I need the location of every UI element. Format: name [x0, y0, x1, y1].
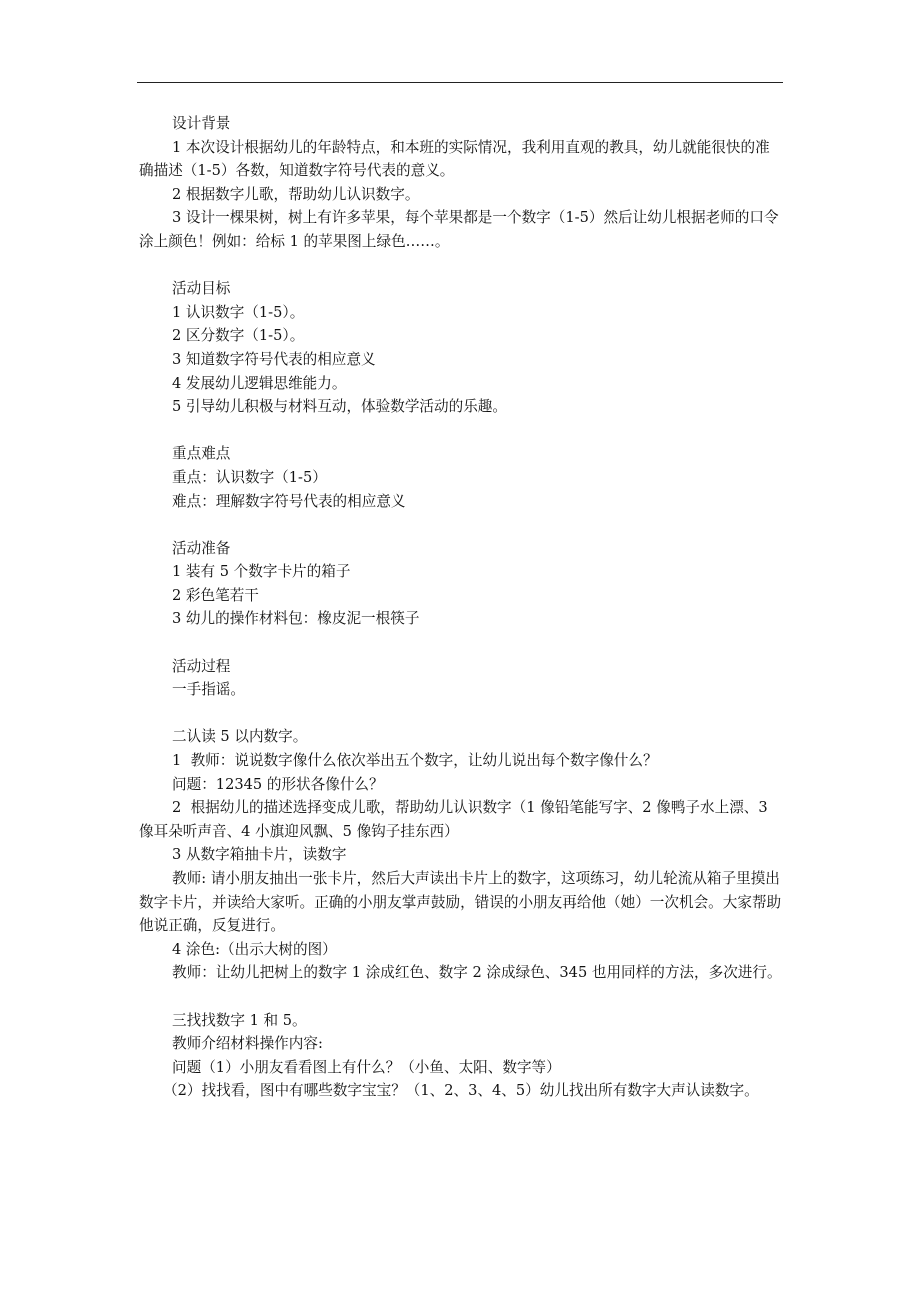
section-heading-step-three: 三找找数字 1 和 5。: [172, 1011, 307, 1029]
blank-line: [139, 985, 783, 1009]
list-item: 重点：认识数字（1-5）: [172, 468, 327, 486]
list-item: 3 幼儿的操作材料包：橡皮泥一根筷子: [172, 610, 420, 628]
paragraph: 3 从数字箱抽卡片，读数字: [172, 846, 347, 864]
list-item: 3 知道数字符号代表的相应意义: [172, 350, 376, 368]
header-rule: [137, 82, 783, 83]
list-item: 1 装有 5 个数字卡片的箱子: [172, 563, 351, 581]
paragraph: （2）找找看，图中有哪些数字宝宝？（1、2、3、4、5）幼儿找出所有数字大声认读数字。: [163, 1082, 759, 1100]
paragraph: 2 根据数字儿歌，帮助幼儿认识数字。: [172, 185, 420, 203]
list-item: 5 引导幼儿积极与材料互动，体验数学活动的乐趣。: [172, 398, 507, 416]
paragraph: 问题：12345 的形状各像什么？: [172, 775, 384, 793]
section-heading-background: 设计背景: [172, 115, 231, 132]
paragraph: 4 涂色:（出示大树的图）: [172, 940, 337, 958]
list-item: 2 区分数字（1-5）。: [172, 327, 305, 345]
paragraph: 1 教师：说说数字像什么依次举出五个数字，让幼儿说出每个数字像什么？: [172, 752, 658, 770]
paragraph: 教师: 请小朋友抽出一张卡片，然后大声读出卡片上的数字，这项练习，幼儿轮流从箱子里摸出数字卡片，并读给大家听。正确的小朋友掌声鼓励，错误的小朋友再给他（她）一次机会。大家帮助他说正确，反复进行。: [139, 870, 782, 935]
section-heading-process: 活动过程: [172, 657, 231, 675]
list-item: 4 发展幼儿逻辑思维能力。: [172, 374, 347, 392]
list-item: 2 彩色笔若干: [172, 586, 259, 604]
paragraph: 1 本次设计根据幼儿的年龄特点，和本班的实际情况，我利用直观的教具，幼儿就能很快的准确描述（1-5）各数，知道数字符号代表的意义。: [139, 138, 770, 180]
paragraph: 教师：让幼儿把树上的数字 1 涂成红色、数字 2 涂成绿色、345 也用同样的方法，多次进行。: [172, 964, 782, 982]
blank-line: [139, 254, 783, 278]
blank-line: [139, 631, 783, 655]
list-item: 难点：理解数字符号代表的相应意义: [172, 492, 406, 510]
blank-line: [139, 513, 783, 537]
section-heading-goals: 活动目标: [172, 280, 231, 298]
paragraph: 教师介绍材料操作内容:: [172, 1035, 323, 1053]
section-heading-step-two: 二认读 5 以内数字。: [172, 728, 308, 746]
paragraph: 3 设计一棵果树，树上有许多苹果，每个苹果都是一个数字（1-5）然后让幼儿根据老师的口令涂上颜色！例如：给标 1 的苹果图上绿色……。: [139, 209, 779, 250]
paragraph: 一手指谣。: [172, 681, 245, 699]
blank-line: [139, 702, 783, 726]
section-heading-preparation: 活动准备: [172, 539, 231, 557]
blank-line: [139, 419, 783, 443]
section-heading-key-points: 重点难点: [172, 445, 231, 463]
paragraph: 问题（1）小朋友看看图上有什么？（小鱼、太阳、数字等）: [172, 1058, 561, 1076]
paragraph: 2 根据幼儿的描述选择变成儿歌，帮助幼儿认识数字（1 像铅笔能写字、2 像鸭子水上漂、3 像耳朵听声音、4 小旗迎风飘、5 像钩子挂东西）: [139, 799, 773, 840]
list-item: 1 认识数字（1-5）。: [172, 303, 305, 321]
document-body: [139, 112, 783, 1103]
